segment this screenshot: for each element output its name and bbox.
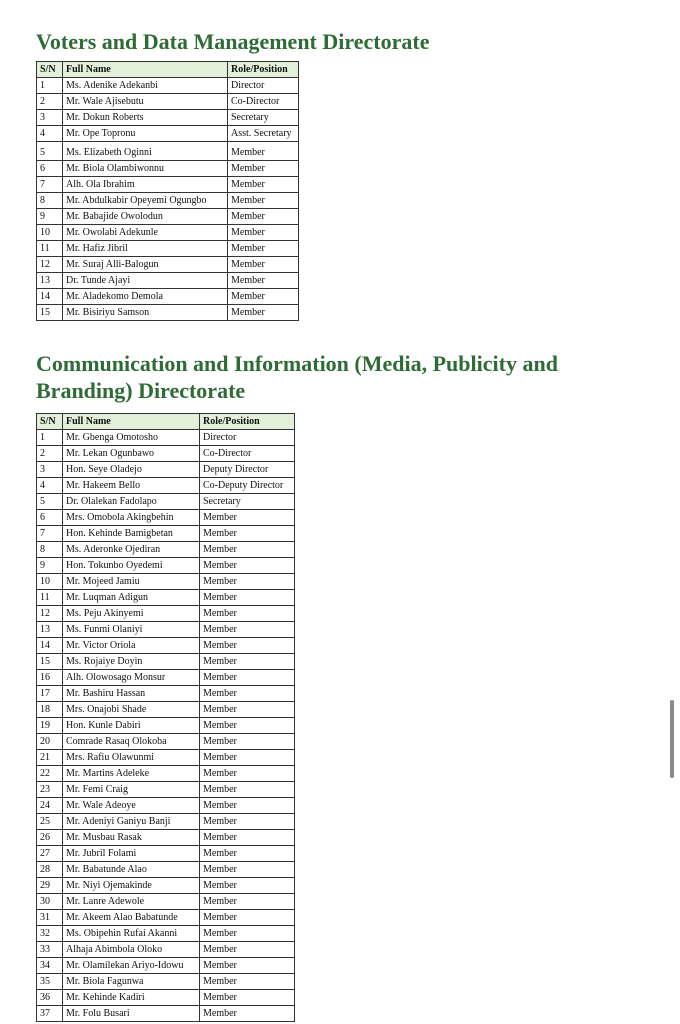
- table-row: [37, 289, 299, 305]
- table-row: [37, 958, 295, 974]
- row-full-name: Dr. Tunde Ajayi: [63, 273, 228, 289]
- table-row: [37, 446, 295, 462]
- row-sn: 35: [37, 974, 63, 990]
- row-full-name: Mr. Olamilekan Ariyo-Idowu: [63, 958, 200, 974]
- row-full-name: Ms. Funmi Olaniyi: [63, 622, 200, 638]
- row-sn: 33: [37, 942, 63, 958]
- row-full-name: Mr. Babajide Owolodun: [63, 209, 228, 225]
- table-header-row: [37, 414, 295, 430]
- row-full-name: Mr. Jubril Folami: [63, 846, 200, 862]
- row-role: Member: [200, 510, 295, 526]
- row-full-name: Mr. Musbau Rasak: [63, 830, 200, 846]
- row-full-name: Alh. Ola Ibrahim: [63, 177, 228, 193]
- table-row: [37, 910, 295, 926]
- row-full-name: Mr. Biola Fagunwa: [63, 974, 200, 990]
- row-sn: 10: [37, 574, 63, 590]
- row-sn: 34: [37, 958, 63, 974]
- row-sn: 3: [37, 462, 63, 478]
- scrollbar[interactable]: [670, 700, 674, 778]
- row-sn: 6: [37, 161, 63, 177]
- row-sn: 11: [37, 590, 63, 606]
- row-role: Member: [200, 846, 295, 862]
- row-sn: 14: [37, 289, 63, 305]
- row-full-name: Mr. Owolabi Adekunle: [63, 225, 228, 241]
- row-full-name: Alh. Olowosago Monsur: [63, 670, 200, 686]
- table-row: [37, 766, 295, 782]
- table-row: [37, 718, 295, 734]
- directorate-2-table: [36, 413, 295, 1022]
- row-sn: 13: [37, 622, 63, 638]
- row-full-name: Mr. Luqman Adigun: [63, 590, 200, 606]
- row-role: Member: [228, 193, 299, 209]
- row-sn: 9: [37, 209, 63, 225]
- row-sn: 3: [37, 110, 63, 126]
- row-sn: 4: [37, 478, 63, 494]
- table-row: [37, 478, 295, 494]
- table-row: [37, 225, 299, 241]
- row-full-name: Mr. Hakeem Bello: [63, 478, 200, 494]
- table-row: [37, 734, 295, 750]
- row-role: Asst. Secretary: [228, 126, 299, 142]
- table-row: [37, 894, 295, 910]
- row-role: Member: [200, 622, 295, 638]
- column-header-sn: S/N: [37, 62, 63, 78]
- row-full-name: Mr. Wale Adeoye: [63, 798, 200, 814]
- column-header-name: Full Name: [63, 62, 228, 78]
- row-role: Member: [228, 305, 299, 321]
- table-row: [37, 686, 295, 702]
- row-role: Member: [200, 1006, 295, 1022]
- table-row: [37, 606, 295, 622]
- table-row: [37, 161, 299, 177]
- row-full-name: Mr. Akeem Alao Babatunde: [63, 910, 200, 926]
- row-full-name: Mr. Martins Adeleke: [63, 766, 200, 782]
- row-full-name: Mrs. Omobola Akingbehin: [63, 510, 200, 526]
- row-role: Member: [200, 718, 295, 734]
- table-row: [37, 542, 295, 558]
- table-row: [37, 526, 295, 542]
- row-sn: 30: [37, 894, 63, 910]
- row-sn: 19: [37, 718, 63, 734]
- table-row: [37, 750, 295, 766]
- table-row: [37, 670, 295, 686]
- table-row: [37, 974, 295, 990]
- row-sn: 2: [37, 446, 63, 462]
- table-row: [37, 990, 295, 1006]
- row-sn: 20: [37, 734, 63, 750]
- row-sn: 6: [37, 510, 63, 526]
- table-row: [37, 94, 299, 110]
- row-role: Co-Director: [200, 446, 295, 462]
- table-row: [37, 846, 295, 862]
- table-row: [37, 942, 295, 958]
- table-row: [37, 78, 299, 94]
- table-row: [37, 273, 299, 289]
- row-role: Member: [228, 161, 299, 177]
- column-header-name: Full Name: [63, 414, 200, 430]
- row-role: Member: [200, 750, 295, 766]
- row-full-name: Mrs. Onajobi Shade: [63, 702, 200, 718]
- table-row: [37, 126, 299, 142]
- row-role: Member: [200, 766, 295, 782]
- row-role: Member: [200, 654, 295, 670]
- row-role: Member: [200, 974, 295, 990]
- row-role: Member: [200, 606, 295, 622]
- row-role: Member: [200, 670, 295, 686]
- row-full-name: Hon. Kehinde Bamigbetan: [63, 526, 200, 542]
- table-row: [37, 702, 295, 718]
- row-full-name: Mr. Abdulkabir Opeyemi Ogungbo: [63, 193, 228, 209]
- table-row: [37, 305, 299, 321]
- table-row: [37, 241, 299, 257]
- row-role: Member: [200, 686, 295, 702]
- row-full-name: Mr. Biola Olambiwonnu: [63, 161, 228, 177]
- row-sn: 22: [37, 766, 63, 782]
- column-header-sn: S/N: [37, 414, 63, 430]
- row-sn: 12: [37, 606, 63, 622]
- table-row: [37, 878, 295, 894]
- row-role: Co-Director: [228, 94, 299, 110]
- row-sn: 1: [37, 430, 63, 446]
- row-role: Member: [200, 558, 295, 574]
- table-row: [37, 782, 295, 798]
- row-role: Member: [228, 177, 299, 193]
- column-header-role: Role/Position: [228, 62, 299, 78]
- table-row: [37, 1006, 295, 1022]
- table-row: [37, 193, 299, 209]
- row-role: Member: [228, 257, 299, 273]
- table-row: [37, 574, 295, 590]
- table-row: [37, 926, 295, 942]
- row-role: Member: [228, 225, 299, 241]
- row-sn: 16: [37, 670, 63, 686]
- row-full-name: Mr. Babatunde Alao: [63, 862, 200, 878]
- row-sn: 7: [37, 177, 63, 193]
- row-sn: 21: [37, 750, 63, 766]
- table-row: [37, 558, 295, 574]
- row-full-name: Mr. Bashiru Hassan: [63, 686, 200, 702]
- table-row: [37, 510, 295, 526]
- row-role: Member: [200, 990, 295, 1006]
- row-role: Member: [200, 542, 295, 558]
- row-full-name: Mr. Victor Oriola: [63, 638, 200, 654]
- directorate-2-title: Communication and Information (Media, Publicity and Branding) Directorate: [36, 351, 558, 403]
- column-header-role: Role/Position: [200, 414, 295, 430]
- row-full-name: Ms. Aderonke Ojediran: [63, 542, 200, 558]
- row-sn: 4: [37, 126, 63, 142]
- row-role: Co-Deputy Director: [200, 478, 295, 494]
- row-sn: 11: [37, 241, 63, 257]
- row-sn: 28: [37, 862, 63, 878]
- row-sn: 18: [37, 702, 63, 718]
- row-role: Member: [200, 638, 295, 654]
- row-role: Secretary: [200, 494, 295, 510]
- table-row: [37, 462, 295, 478]
- row-full-name: Hon. Tokunbo Oyedemi: [63, 558, 200, 574]
- row-full-name: Ms. Elizabeth Oginni: [63, 142, 228, 161]
- row-role: Secretary: [228, 110, 299, 126]
- row-sn: 15: [37, 305, 63, 321]
- row-sn: 29: [37, 878, 63, 894]
- row-role: Member: [200, 782, 295, 798]
- row-sn: 32: [37, 926, 63, 942]
- table-row: [37, 798, 295, 814]
- row-full-name: Mr. Mojeed Jamiu: [63, 574, 200, 590]
- row-full-name: Mr. Niyi Ojemakinde: [63, 878, 200, 894]
- row-role: Member: [228, 273, 299, 289]
- row-sn: 17: [37, 686, 63, 702]
- row-sn: 8: [37, 193, 63, 209]
- row-sn: 10: [37, 225, 63, 241]
- row-full-name: Mr. Wale Ajisebutu: [63, 94, 228, 110]
- table-row: [37, 814, 295, 830]
- row-full-name: Mr. Dokun Roberts: [63, 110, 228, 126]
- row-role: Member: [200, 798, 295, 814]
- row-full-name: Mr. Aladekomo Demola: [63, 289, 228, 305]
- row-sn: 1: [37, 78, 63, 94]
- row-sn: 5: [37, 142, 63, 161]
- row-role: Member: [200, 526, 295, 542]
- row-full-name: Ms. Rojaiye Doyin: [63, 654, 200, 670]
- row-role: Member: [228, 209, 299, 225]
- row-sn: 9: [37, 558, 63, 574]
- row-role: Member: [200, 574, 295, 590]
- row-sn: 8: [37, 542, 63, 558]
- row-sn: 31: [37, 910, 63, 926]
- row-full-name: Alhaja Abimbola Oloko: [63, 942, 200, 958]
- table-header-row: [37, 62, 299, 78]
- row-sn: 26: [37, 830, 63, 846]
- table-row: [37, 830, 295, 846]
- row-role: Member: [200, 734, 295, 750]
- row-sn: 23: [37, 782, 63, 798]
- row-full-name: Hon. Seye Oladejo: [63, 462, 200, 478]
- row-role: Deputy Director: [200, 462, 295, 478]
- row-role: Member: [200, 830, 295, 846]
- table-row: [37, 638, 295, 654]
- directorate-1-title: Voters and Data Management Directorate: [36, 29, 430, 54]
- row-role: Member: [228, 142, 299, 161]
- table-row: [37, 862, 295, 878]
- row-sn: 14: [37, 638, 63, 654]
- directorate-1-table: [36, 61, 299, 321]
- row-full-name: Ms. Peju Akinyemi: [63, 606, 200, 622]
- row-sn: 15: [37, 654, 63, 670]
- row-full-name: Hon. Kunle Dabiri: [63, 718, 200, 734]
- table-row: [37, 494, 295, 510]
- row-role: Member: [200, 814, 295, 830]
- row-full-name: Mr. Adeniyi Ganiyu Banji: [63, 814, 200, 830]
- row-sn: 24: [37, 798, 63, 814]
- row-sn: 25: [37, 814, 63, 830]
- row-role: Member: [200, 910, 295, 926]
- row-full-name: Dr. Olalekan Fadolapo: [63, 494, 200, 510]
- row-role: Member: [200, 958, 295, 974]
- row-sn: 2: [37, 94, 63, 110]
- row-sn: 13: [37, 273, 63, 289]
- row-full-name: Mr. Hafiz Jibril: [63, 241, 228, 257]
- row-full-name: Mr. Femi Craig: [63, 782, 200, 798]
- table-row: [37, 257, 299, 273]
- table-row: [37, 622, 295, 638]
- row-sn: 37: [37, 1006, 63, 1022]
- row-full-name: Mr. Kehinde Kadiri: [63, 990, 200, 1006]
- row-sn: 12: [37, 257, 63, 273]
- row-role: Member: [200, 942, 295, 958]
- row-full-name: Mr. Lekan Ogunbawo: [63, 446, 200, 462]
- row-full-name: Mrs. Rafiu Olawunmi: [63, 750, 200, 766]
- table-row: [37, 177, 299, 193]
- table-row: [37, 110, 299, 126]
- row-full-name: Mr. Ope Topronu: [63, 126, 228, 142]
- row-full-name: Mr. Gbenga Omotosho: [63, 430, 200, 446]
- row-role: Member: [200, 702, 295, 718]
- table-row: [37, 430, 295, 446]
- row-sn: 27: [37, 846, 63, 862]
- row-full-name: Mr. Folu Busari: [63, 1006, 200, 1022]
- row-full-name: Ms. Adenike Adekanbi: [63, 78, 228, 94]
- table-row: [37, 654, 295, 670]
- row-role: Member: [200, 894, 295, 910]
- row-role: Member: [200, 878, 295, 894]
- table-row: [37, 590, 295, 606]
- row-sn: 5: [37, 494, 63, 510]
- row-role: Member: [228, 241, 299, 257]
- row-sn: 7: [37, 526, 63, 542]
- table-row: [37, 209, 299, 225]
- row-role: Member: [228, 289, 299, 305]
- row-role: Director: [200, 430, 295, 446]
- row-role: Director: [228, 78, 299, 94]
- row-full-name: Mr. Suraj Alli-Balogun: [63, 257, 228, 273]
- row-role: Member: [200, 926, 295, 942]
- row-role: Member: [200, 590, 295, 606]
- row-sn: 36: [37, 990, 63, 1006]
- row-full-name: Mr. Bisiriyu Samson: [63, 305, 228, 321]
- table-row: [37, 142, 299, 161]
- row-role: Member: [200, 862, 295, 878]
- row-full-name: Comrade Rasaq Olokoba: [63, 734, 200, 750]
- row-full-name: Ms. Obipehin Rufai Akanni: [63, 926, 200, 942]
- row-full-name: Mr. Lanre Adewole: [63, 894, 200, 910]
